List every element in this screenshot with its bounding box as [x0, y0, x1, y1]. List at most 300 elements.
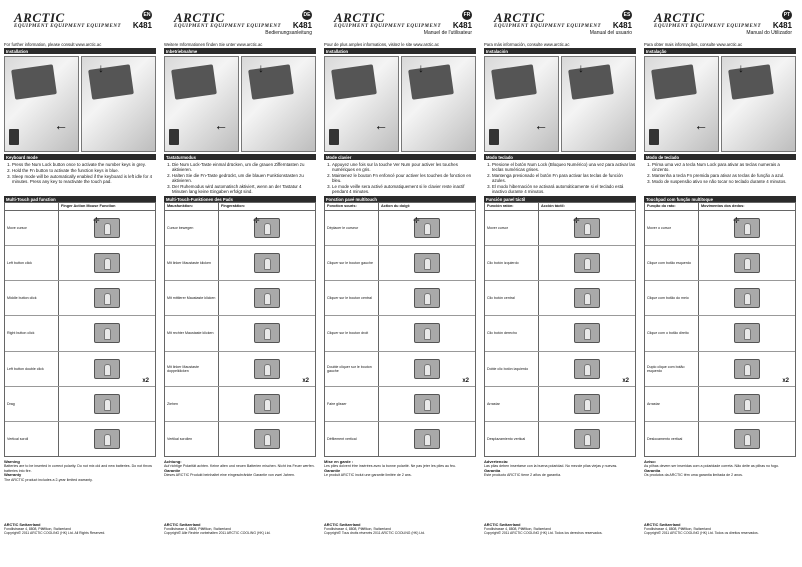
step-item: 3. El modo hibernación se activará automáticamente si el teclado está inactivo durante 4 minutos.: [492, 184, 636, 195]
table-row: [645, 281, 795, 316]
table-header-cell: Función ratón:: [485, 203, 539, 210]
mouse-function-label: Clique com botão do meio: [645, 281, 699, 315]
touchpad-icon: [254, 253, 280, 273]
touchpad-icon: [734, 359, 760, 379]
step-item: 1. Appuyez une fois sur la touche Ver Num pour activer les touches numériques en gris.: [332, 162, 476, 173]
touchpad-icon: [414, 359, 440, 379]
mouse-function-label: Clic botón central: [485, 281, 539, 315]
step-item: 3. Modo de suspensão ativo se não tocar no teclado durante 4 minutos.: [652, 179, 796, 184]
installation-images: [164, 54, 316, 154]
mouse-function-label: Move cursor: [5, 211, 59, 245]
finger-icon: [744, 434, 751, 446]
installation-header: Installation: [324, 48, 476, 54]
touchpad-icon: [414, 218, 440, 238]
installation-photo: [644, 56, 719, 152]
model-number: K481: [452, 21, 472, 30]
touchpad-function-table: [164, 202, 316, 457]
column-header: [644, 4, 796, 36]
mouse-function-label: Left button double click: [5, 352, 59, 386]
mouse-function-label: Clique com o botão direito: [645, 316, 699, 350]
company-address: Fondlistrasse 4, 8808, Pfäffikon, Switzerland: [164, 527, 231, 532]
language-badge: ES: [623, 12, 631, 18]
arrow-icon: ↓: [578, 61, 584, 75]
warning-text: Auf richtige Polarität achten. Keine alten und neuen Batterien mischen. Nicht ins Feuer werfen.: [164, 464, 315, 469]
table-row: [165, 352, 315, 387]
table-row: [165, 316, 315, 351]
touchpad-icon: [414, 429, 440, 449]
touchpad-icon: [414, 253, 440, 273]
touchpad-icon: [414, 288, 440, 308]
usb-receiver-illustration: [649, 129, 659, 145]
table-header-cell: Fonction souris:: [325, 203, 379, 210]
move-arrows-icon: ✛: [573, 216, 580, 226]
finger-action-illustration: [699, 281, 795, 315]
double-tap-badge: x2: [782, 377, 789, 384]
brand-tagline: EQUIPMENT EQUIPMENT EQUIPMENT: [174, 24, 282, 29]
warning-title: Mise en garde :: [324, 459, 354, 464]
table-row: [5, 316, 155, 351]
keyboard-mode-header: Tastaturmodus: [164, 154, 316, 160]
brand-logo: ARCTIC EQUIPMENT EQUIPMENT EQUIPMENT: [494, 10, 602, 29]
table-header: [645, 203, 795, 211]
manual-subtitle: Manual do Utilizador: [746, 30, 792, 36]
finger-action-illustration: [539, 211, 635, 245]
table-header-cell: Fingeraktion:: [221, 204, 246, 208]
table-row: [485, 422, 635, 456]
installation-photo: [721, 56, 796, 152]
table-header-cell: [5, 203, 59, 210]
company-address: Fondlistrasse 4, 8808, Pfäffikon, Switzerland: [324, 527, 391, 532]
mouse-function-label: Right button click: [5, 316, 59, 350]
warranty-title: Garantie: [324, 467, 341, 473]
table-row: [5, 281, 155, 316]
table-row: [5, 211, 155, 246]
finger-action-illustration: [59, 352, 155, 386]
finger-action-illustration: [59, 316, 155, 350]
intro-text: Pour de plus amples informations, visitez le site www.arctic.ac: [324, 42, 439, 47]
table-row: [485, 352, 635, 387]
keyboard-mode-header: Modo teclado: [484, 154, 636, 160]
mouse-function-label: Clique com botão esquerdo: [645, 246, 699, 280]
language-column: [164, 4, 316, 564]
arrow-icon: ←: [694, 117, 708, 133]
keyboard-illustration: [11, 64, 57, 100]
notes-section: [484, 457, 636, 521]
touchpad-icon: [94, 253, 120, 273]
table-header: [325, 203, 475, 211]
touchpad-icon: [94, 218, 120, 238]
keyboard-mode-steps: [324, 160, 476, 196]
finger-icon: [744, 328, 751, 340]
mouse-function-label: Clic botón derecho: [485, 316, 539, 350]
finger-icon: [744, 364, 751, 376]
warning-title: Aviso:: [644, 459, 657, 464]
table-row: [325, 352, 475, 387]
move-arrows-icon: ✛: [413, 216, 420, 226]
column-header: [484, 4, 636, 36]
table-row: [165, 281, 315, 316]
finger-action-illustration: [59, 422, 155, 456]
table-row: [485, 211, 635, 246]
finger-icon: [584, 223, 591, 235]
step-item: 2. Maintenez le bouton Fn enfoncé pour activer les touches de fonction en bleu.: [332, 173, 476, 184]
brand-tagline: EQUIPMENT EQUIPMENT EQUIPMENT: [654, 24, 762, 29]
finger-action-illustration: [539, 387, 635, 421]
touchpad-icon: [254, 394, 280, 414]
mouse-function-label: Mover o cursor: [645, 211, 699, 245]
language-column: [324, 4, 476, 564]
touchpad-icon: [94, 429, 120, 449]
double-tap-badge: x2: [142, 377, 149, 384]
finger-icon: [424, 434, 431, 446]
mouse-function-label: Mit linker Maustaste klicken: [165, 246, 219, 280]
language-column: [484, 4, 636, 564]
finger-icon: [584, 293, 591, 305]
finger-action-illustration: [699, 211, 795, 245]
installation-images: [484, 54, 636, 154]
finger-icon: [264, 364, 271, 376]
installation-header: Instalación: [484, 48, 636, 54]
step-item: 3. Sleep mode will be automatically enabled if the keyboard is left idle for 4 minutes. Press any key to reactivate the touch pad.: [12, 174, 156, 185]
intro-text: Para más información, consulte www.arctic.ac: [484, 42, 570, 47]
installation-photo: [164, 56, 239, 152]
finger-action-illustration: [699, 422, 795, 456]
finger-icon: [104, 328, 111, 340]
company-name: ARCTIC Switzerland: [644, 523, 681, 527]
table-row: [165, 211, 315, 246]
touchpad-header: Multi-Touch-Funktionen des Pads: [164, 196, 316, 202]
language-column: [644, 4, 796, 564]
installation-photo: [401, 56, 476, 152]
footer-section: [324, 521, 476, 564]
finger-icon: [104, 434, 111, 446]
table-row: [5, 246, 155, 281]
brand-logo: ARCTIC EQUIPMENT EQUIPMENT EQUIPMENT: [174, 10, 282, 29]
language-column: [4, 4, 156, 564]
keyboard-mode-steps: [644, 160, 796, 196]
finger-icon: [584, 399, 591, 411]
finger-icon: [584, 258, 591, 270]
touchpad-icon: [254, 323, 280, 343]
move-arrows-icon: ✛: [253, 216, 260, 226]
table-row: [165, 387, 315, 422]
touchpad-icon: [734, 323, 760, 343]
step-item: 2. Mantenga presionado el botón Fn para activar las teclas de función azules.: [492, 173, 636, 184]
finger-icon: [104, 258, 111, 270]
finger-icon: [104, 364, 111, 376]
usb-receiver-illustration: [9, 129, 19, 145]
arrow-icon: ←: [54, 117, 68, 133]
arrow-icon: ←: [534, 117, 548, 133]
table-row: [5, 422, 155, 456]
step-item: 2. Mantenha a tecla Fn premida para ativar as teclas de função a azul.: [652, 173, 796, 178]
installation-photo: [4, 56, 79, 152]
usb-receiver-illustration: [329, 129, 339, 145]
installation-photo: [241, 56, 316, 152]
touchpad-icon: [734, 288, 760, 308]
brand-logo: ARCTIC EQUIPMENT EQUIPMENT EQUIPMENT: [14, 10, 122, 29]
warranty-text: The ARCTIC product includes a 2-year limited warranty.: [4, 477, 93, 482]
mouse-function-label: Mover cursor: [485, 211, 539, 245]
footer-section: [164, 521, 316, 564]
keyboard-illustration: [568, 64, 614, 100]
touchpad-icon: [734, 429, 760, 449]
mouse-function-label: Middle button click: [5, 281, 59, 315]
mouse-function-label: Ziehen: [165, 387, 219, 421]
mouse-function-label: Duplo clique com botão esquerdo: [645, 352, 699, 386]
finger-icon: [104, 399, 111, 411]
touchpad-icon: [254, 288, 280, 308]
touchpad-icon: [574, 359, 600, 379]
finger-action-illustration: [379, 387, 475, 421]
copyright-text: Copyright© 2011 ARCTIC COOLING (HK) Ltd. Todos los derechos reservados.: [484, 531, 603, 536]
keyboard-mode-steps: [4, 160, 156, 196]
installation-photo: [324, 56, 399, 152]
mouse-function-label: Clic botón izquierdo: [485, 246, 539, 280]
model-number: K481: [132, 21, 152, 30]
installation-photo: [561, 56, 636, 152]
brand-logo: ARCTIC EQUIPMENT EQUIPMENT EQUIPMENT: [334, 10, 442, 29]
table-header-cell: Finger Action Mouse Function: [61, 204, 116, 208]
warranty-title: Garantia: [644, 467, 661, 473]
manual-subtitle: Manuel de l'utilisateur: [423, 30, 472, 36]
table-row: [645, 316, 795, 351]
footer-section: [484, 521, 636, 564]
manual-subtitle: Manual del usuario: [589, 30, 632, 36]
table-row: [485, 281, 635, 316]
touchpad-header: Función panel táctil: [484, 196, 636, 202]
intro-text: Para obter mais informações, consulte www.arctic.ac: [644, 42, 743, 47]
warning-text: Batteries are to be inserted in correct polarity. Do not mix old and new batteries. Do not throw batteries into fire.: [4, 464, 152, 473]
copyright-text: Copyright© Alle Rechte vorbehalten 2011 ARCTIC COOLING (HK) Ltd.: [164, 531, 271, 536]
notes-section: [164, 457, 316, 521]
mouse-function-label: Mit mittlerer Maustaste klicken: [165, 281, 219, 315]
finger-icon: [264, 293, 271, 305]
finger-action-illustration: [539, 316, 635, 350]
warning-title: Warning: [4, 459, 20, 464]
touchpad-icon: [94, 359, 120, 379]
finger-action-illustration: [379, 316, 475, 350]
finger-icon: [104, 223, 111, 235]
touchpad-header: Fonction pavé multitouch: [324, 196, 476, 202]
touchpad-icon: [574, 253, 600, 273]
mouse-function-label: Arrastar: [485, 387, 539, 421]
finger-icon: [744, 293, 751, 305]
arrow-icon: ←: [214, 117, 228, 133]
table-row: [485, 387, 635, 422]
finger-icon: [424, 328, 431, 340]
finger-icon: [264, 399, 271, 411]
touchpad-icon: [734, 218, 760, 238]
company-address: Fondlistrasse 4, 8808, Pfäffikon, Switzerland: [484, 527, 551, 532]
mouse-function-label: Vertical scroll: [5, 422, 59, 456]
move-arrows-icon: ✛: [733, 216, 740, 226]
table-header-cell: Mausfunktion:: [165, 203, 219, 210]
finger-icon: [584, 434, 591, 446]
warranty-text: Dieses ARCTIC Produkt beinhaltet eine eingeschränkte Garantie von zwei Jahren.: [164, 473, 296, 478]
usb-receiver-illustration: [169, 129, 179, 145]
finger-action-illustration: [59, 246, 155, 280]
company-name: ARCTIC Switzerland: [164, 523, 201, 527]
mouse-function-label: Déplacer le curseur: [325, 211, 379, 245]
touchpad-icon: [574, 288, 600, 308]
finger-action-illustration: [219, 422, 315, 456]
touchpad-icon: [94, 323, 120, 343]
keyboard-illustration: [331, 64, 377, 100]
copyright-text: Copyright© 2011 ARCTIC COOLING (HK) Ltd. Todos os direitos reservados.: [644, 531, 759, 536]
step-item: 2. Halten Sie die Fn-Taste gedrückt, um die blauen Funktionstasten zu aktivieren.: [172, 173, 316, 184]
table-row: [325, 281, 475, 316]
company-address: Fondlistrasse 4, 8808, Pfäffikon, Switzerland: [644, 527, 711, 532]
notes-section: [4, 457, 156, 521]
manual-subtitle: Bedienungsanleitung: [265, 30, 312, 36]
installation-photo: [81, 56, 156, 152]
table-row: [485, 246, 635, 281]
table-row: [5, 387, 155, 422]
finger-icon: [744, 399, 751, 411]
brand-tagline: EQUIPMENT EQUIPMENT EQUIPMENT: [14, 24, 122, 29]
touchpad-function-table: [324, 202, 476, 457]
finger-icon: [744, 223, 751, 235]
move-arrows-icon: ✛: [93, 216, 100, 226]
table-row: [645, 387, 795, 422]
touchpad-header: Multi-Touch pad function: [4, 196, 156, 202]
model-number: K481: [612, 21, 632, 30]
finger-action-illustration: [379, 246, 475, 280]
table-row: [645, 352, 795, 387]
finger-action-illustration: [539, 281, 635, 315]
notes-section: [324, 457, 476, 521]
mouse-function-label: Vertikal scrollen: [165, 422, 219, 456]
finger-action-illustration: [699, 352, 795, 386]
finger-action-illustration: [219, 316, 315, 350]
intro-text: Weitere Informationen finden Sie unter www.arctic.ac: [164, 42, 263, 47]
installation-images: [644, 54, 796, 154]
column-header: [4, 4, 156, 30]
warning-text: Las pilas deben insertarse con la buena polaridad. No mezcle pilas viejas y nuevas.: [484, 464, 618, 469]
step-item: 3. Der Ruhemodus wird automatisch aktiviert, wenn an der Tastatur 4 Minuten lang keine Eingaben erfolgt sind.: [172, 184, 316, 195]
brand-tagline: EQUIPMENT EQUIPMENT EQUIPMENT: [334, 24, 442, 29]
touchpad-icon: [734, 394, 760, 414]
installation-images: [324, 54, 476, 154]
step-item: 1. Die Num Lock-Taste einmal drücken, um die grauen Zifferntasten zu aktivieren.: [172, 162, 316, 173]
table-row: [325, 246, 475, 281]
mouse-function-label: Mit linker Maustaste doppelklicken: [165, 352, 219, 386]
usb-receiver-illustration: [489, 129, 499, 145]
installation-header: Instalação: [644, 48, 796, 54]
finger-action-illustration: [539, 422, 635, 456]
arrow-icon: ↓: [98, 61, 104, 75]
warranty-text: Este producto ARCTIC tiene 2 años de garantía.: [484, 473, 562, 478]
mouse-function-label: Défilement vertical: [325, 422, 379, 456]
touchpad-icon: [574, 323, 600, 343]
mouse-function-label: Cliquer sur le bouton droit: [325, 316, 379, 350]
finger-icon: [424, 223, 431, 235]
table-row: [5, 352, 155, 387]
installation-photo: [484, 56, 559, 152]
finger-action-illustration: [219, 211, 315, 245]
finger-action-illustration: [59, 387, 155, 421]
keyboard-mode-header: Keyboard mode: [4, 154, 156, 160]
mouse-function-label: Arrastar: [645, 387, 699, 421]
keyboard-mode-header: Modo de teclado: [644, 154, 796, 160]
company-name: ARCTIC Switzerland: [4, 523, 41, 527]
finger-action-illustration: [699, 246, 795, 280]
table-row: [325, 387, 475, 422]
finger-action-illustration: [379, 211, 475, 245]
touchpad-icon: [574, 218, 600, 238]
touchpad-icon: [254, 359, 280, 379]
warranty-text: Le produit ARCTIC inclut une garantie limitée de 2 ans.: [324, 473, 412, 478]
table-row: [165, 246, 315, 281]
finger-icon: [424, 399, 431, 411]
warning-title: Advertencia:: [484, 459, 509, 464]
keyboard-mode-header: Mode clavier: [324, 154, 476, 160]
finger-icon: [264, 223, 271, 235]
arrow-icon: ↓: [418, 61, 424, 75]
keyboard-illustration: [728, 64, 774, 100]
step-item: 2. Hold the Fn button to activate the function keys in blue.: [12, 168, 156, 173]
touchpad-icon: [254, 429, 280, 449]
touchpad-icon: [94, 394, 120, 414]
touchpad-header: Touchpad com função multitoque: [644, 196, 796, 202]
touchpad-icon: [414, 394, 440, 414]
company-name: ARCTIC Switzerland: [324, 523, 361, 527]
keyboard-illustration: [491, 64, 537, 100]
column-header: [324, 4, 476, 36]
finger-icon: [584, 328, 591, 340]
warning-title: Achtung:: [164, 459, 182, 464]
touchpad-function-table: [644, 202, 796, 457]
table-row: [645, 211, 795, 246]
warranty-title: Garantía: [484, 467, 501, 473]
mouse-function-label: Mit rechter Maustaste klicken: [165, 316, 219, 350]
finger-action-illustration: [219, 387, 315, 421]
touchpad-icon: [254, 218, 280, 238]
table-row: [325, 422, 475, 456]
mouse-function-label: Cursor bewegen: [165, 211, 219, 245]
table-row: [645, 246, 795, 281]
column-header: [164, 4, 316, 36]
touchpad-function-table: [484, 202, 636, 457]
table-header-cell: Função do rato:: [645, 203, 699, 210]
table-header: [485, 203, 635, 211]
warranty-text: Os produtos da ARCTIC têm uma garantia limitada de 2 anos.: [644, 473, 743, 478]
double-tap-badge: x2: [302, 377, 309, 384]
finger-action-illustration: [219, 281, 315, 315]
finger-action-illustration: [59, 211, 155, 245]
keyboard-illustration: [88, 64, 134, 100]
step-item: 1. Presione el botón Num Lock (Bloqueo Numérico) una vez para activar las teclas numéricas grises.: [492, 162, 636, 173]
copyright-text: Copyright© Tous droits réservés 2011 ARCTIC COOLING (HK) Ltd.: [324, 531, 425, 536]
installation-images: [4, 54, 156, 154]
warning-text: As pilhas devem ser inseridas com a polaridade correta. Não deite as pilhas no fogo.: [644, 464, 780, 469]
copyright-text: Copyright© 2011 ARCTIC COOLING (HK) Ltd. All Rights Reserved.: [4, 531, 106, 536]
warranty-title: Warranty: [4, 472, 22, 478]
step-item: 1. Prima uma vez a tecla Num Lock para ativar as teclas numerais a cinzento.: [652, 162, 796, 173]
installation-header: Installation: [4, 48, 156, 54]
brand-logo: ARCTIC EQUIPMENT EQUIPMENT EQUIPMENT: [654, 10, 762, 29]
double-tap-badge: x2: [622, 377, 629, 384]
keyboard-mode-steps: [164, 160, 316, 196]
keyboard-illustration: [651, 64, 697, 100]
language-badge: PT: [783, 12, 791, 18]
table-header-cell: Movimentos dos dedos:: [701, 204, 745, 208]
warning-text: Les piles doivent être insérées avec la bonne polarité. Ne pas jeter les piles au feu.: [324, 464, 457, 469]
finger-icon: [424, 293, 431, 305]
table-header: [5, 203, 155, 211]
touchpad-icon: [574, 429, 600, 449]
